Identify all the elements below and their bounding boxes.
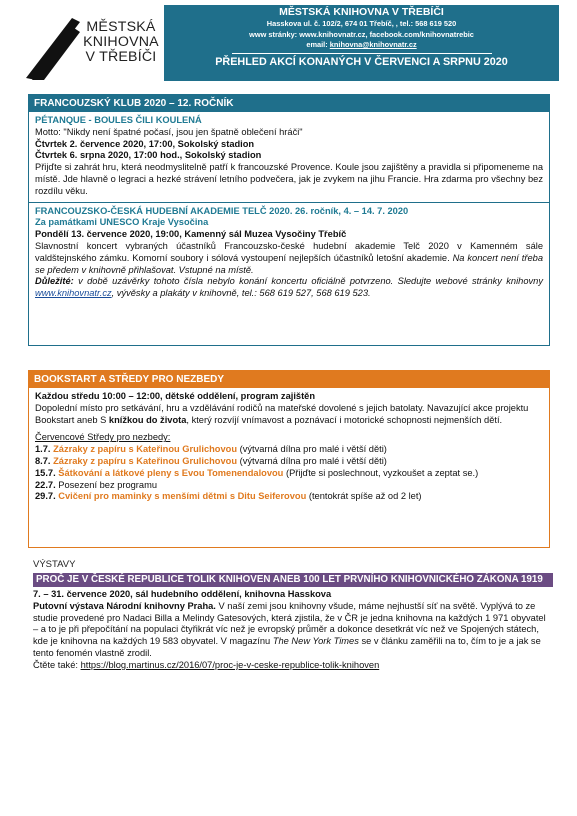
important-label: Důležité: bbox=[35, 276, 74, 287]
academy-desc: Slavnostní koncert vybraných účastníků Francouzsko-české hudební akademie Telč 2020 v Kamenném sále valdštejnského zámku. Komorní soubory i sólová vystoupení nejlepších účastníků letošní akademie. bbox=[35, 240, 543, 263]
item-note: (výtvarná dílna pro malé i větší děti) bbox=[239, 444, 387, 455]
magazine-name: The New York Times bbox=[272, 636, 359, 647]
important-text-1: v době uzávěrky tohoto čísla nebylo konání koncertu oficiálně potvrzeno. Sledujte webové stránky knihovny bbox=[78, 276, 543, 287]
item-title: Cvičení pro maminky s menšími dětmi s Ditu Seiferovou bbox=[58, 491, 307, 502]
section-exhibitions bbox=[33, 559, 553, 672]
academy-subtitle: Za památkami UNESCO Kraje Vysočina bbox=[35, 217, 209, 228]
exhibition-intro-bold: Putovní výstava Národní knihovny Praha. bbox=[33, 600, 216, 611]
petanque-date-2: Čtvrtek 6. srpna 2020, 17:00 hod., Sokolský stadion bbox=[35, 150, 262, 161]
item-date: 1.7. bbox=[35, 444, 51, 455]
list-item bbox=[35, 456, 543, 468]
academy-text bbox=[35, 241, 543, 276]
bookstart-text-bold: knížkou do života bbox=[108, 414, 187, 425]
item-note: (Přijďte si poslechnout, vyzkoušet a zeptat se.) bbox=[285, 467, 479, 478]
logo-text bbox=[81, 20, 161, 65]
org-web bbox=[164, 30, 559, 40]
item-note: (tentokrát spíše až od 2 let) bbox=[308, 491, 422, 502]
section-title: FRANCOUZSKÝ KLUB 2020 – 12. ROČNÍK bbox=[29, 95, 549, 112]
section-title: BOOKSTART A STŘEDY PRO NEZBEDY bbox=[29, 371, 549, 388]
item-title: Zázraky z papíru s Kateřinou Grulichovou bbox=[53, 455, 238, 466]
item-note: Posezení bez programu bbox=[58, 479, 157, 490]
bookstart-text bbox=[35, 403, 543, 427]
exhibition-text bbox=[33, 601, 553, 660]
item-title: Šátkování a látkové pleny s Evou Tomenendalovou bbox=[58, 467, 284, 478]
list-item bbox=[35, 491, 543, 503]
list-item bbox=[35, 468, 543, 480]
email-prefix: email: bbox=[306, 39, 328, 49]
important-text-2: , vývěsky a plakáty v knihovně, tel.: 568 619 527, 568 619 523. bbox=[111, 288, 371, 299]
item-date: 15.7. bbox=[35, 467, 56, 478]
web-value[interactable]: www.knihovnatr.cz, facebook.com/knihovnatrebic bbox=[299, 29, 474, 39]
item-note: (výtvarná dílna pro malé i větší děti) bbox=[239, 455, 387, 466]
library-web-link[interactable]: www.knihovnatr.cz bbox=[35, 288, 112, 299]
read-also bbox=[33, 660, 553, 672]
important-note bbox=[35, 276, 543, 300]
org-address: Hasskova ul. č. 102/2, 674 01 Třebíč, , tel.: 568 619 520 bbox=[266, 19, 457, 29]
bookstart-list-title: Červencové Středy pro nezbedy: bbox=[35, 432, 171, 443]
read-also-link[interactable]: https://blog.martinus.cz/2016/07/proc-je-v-ceske-republice-tolik-knihoven bbox=[80, 659, 380, 670]
bookstart-schedule: Každou středu 10:00 – 12:00, dětské oddělení, program zajištěn bbox=[35, 391, 316, 401]
item-date: 8.7. bbox=[35, 455, 51, 466]
logo-line-2: KNIHOVNA bbox=[83, 34, 159, 50]
academy-date: Pondělí 13. července 2020, 19:00, Kamenný sál Muzea Vysočiny Třebíč bbox=[35, 229, 347, 240]
academy-title: FRANCOUZSKO-ČESKÁ HUDEBNÍ AKADEMIE TELČ 2020. 26. ročník, 4. – 14. 7. 2020 bbox=[35, 205, 409, 216]
list-item bbox=[35, 444, 543, 456]
page-header bbox=[164, 5, 559, 81]
exhibitions-label: VÝSTAVY bbox=[33, 559, 76, 570]
org-email bbox=[164, 40, 559, 50]
item-date: 29.7. bbox=[35, 491, 56, 502]
list-item bbox=[35, 480, 543, 492]
bookstart-text-2: , který rozvíjí vnímavost a poznávací i motorické schopnosti nejmenších dětí. bbox=[186, 414, 503, 425]
exhibition-date: 7. – 31. července 2020, sál hudebního oddělení, knihovna Hasskova bbox=[33, 589, 332, 600]
exhibition-intro-2: se v článku zaměřili na to, čím to je a jak se tento fenomén vlastně zrodil. bbox=[33, 636, 541, 659]
page-title: PŘEHLED AKCÍ KONANÝCH V ČERVENCI A SRPNU 2020 bbox=[215, 55, 508, 68]
web-prefix: www stránky: bbox=[249, 29, 298, 39]
exhibition-title: PROČ JE V ČESKÉ REPUBLICE TOLIK KNIHOVEN ANEB 100 LET PRVNÍHO KNIHOVNICKÉHO ZÁKONA 1919 bbox=[33, 573, 553, 587]
section-french-club bbox=[28, 94, 550, 346]
logo-line-1: MĚSTSKÁ bbox=[86, 19, 156, 35]
petanque-title: PÉTANQUE - BOULES ČILI KOULENÁ bbox=[35, 115, 202, 125]
bookstart-text-1: Dopolední místo pro setkávání, hru a vzdělávání rodičů na mateřské dovolené s jejich batolaty. Navazující akce projektu Bookstart aneb S bbox=[35, 402, 529, 425]
email-link[interactable]: knihovna@knihovnatr.cz bbox=[329, 39, 417, 49]
item-title: Zázraky z papíru s Kateřinou Grulichovou bbox=[53, 444, 238, 455]
petanque-text: Přijďte si zahrát hru, která neodmyslitelně patří k francouzské Provence. Koule jsou zajištěny a pravidla si připomeneme na místě. Jde hlavně o legraci a hezké strávení letního podvečera, jak je zvykem na jihu Francie. Hra zdarma pro všechny bez rozdílu věku. bbox=[35, 162, 543, 196]
academy-italic-note: Na koncert není třeba se předem v knihovně přihlašovat. Vstupné na místě. bbox=[35, 252, 543, 275]
exhibition-intro: V naší zemi jsou knihovny všude, máme nejhustší síť na světě. Vyplývá to ze studie provedené pro Nadaci Billa a Melindy Gatesových, která zjistila, že v ČR je jedna knihovna na každých 1 971 obyvatel – a to je při přepočítání na populaci čtyřikrát víc než je evropský průměr a dokonce desetkrát víc než ve Spojených státech, kde je knihovna na každých 19 583 obyvatel. V magazínu bbox=[33, 600, 546, 647]
item-date: 22.7. bbox=[35, 479, 56, 490]
org-name: MĚSTSKÁ KNIHOVNA V TŘEBÍČI bbox=[279, 6, 444, 18]
petanque-date-1: Čtvrtek 2. července 2020, 17:00, Sokolský stadion bbox=[35, 138, 255, 149]
logo-line-3: V TŘEBÍČI bbox=[85, 49, 157, 65]
read-also-label: Čtěte také: bbox=[33, 659, 78, 670]
header-divider bbox=[232, 53, 492, 54]
petanque-motto: Motto: "Nikdy není špatné počasí, jsou jen špatně oblečení hráči" bbox=[35, 126, 303, 137]
section-bookstart bbox=[28, 370, 550, 548]
